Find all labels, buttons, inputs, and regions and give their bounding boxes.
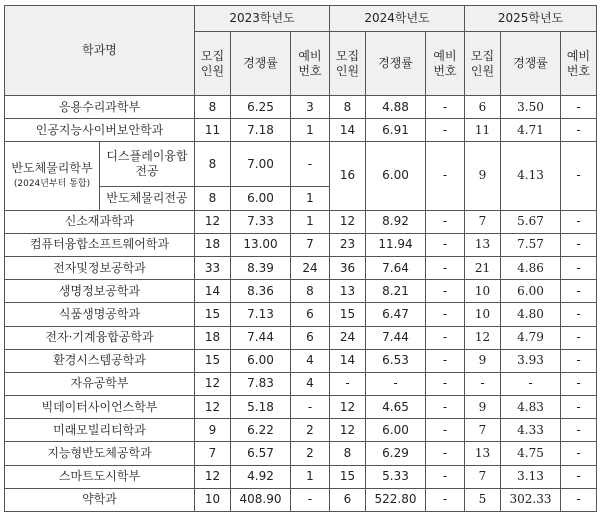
dept-name-semi (5, 142, 100, 210)
dept-name: 환경시스템공학과 (5, 349, 195, 372)
header-year-2024: 2024학년도 (330, 6, 465, 32)
cell-y25-waitlist: - (561, 280, 597, 303)
table-row (5, 442, 597, 465)
header-sub-2024-count: 모집 인원 (330, 32, 366, 96)
cell-y24-waitlist: - (426, 256, 465, 279)
cell-y24-rate: 5.33 (366, 465, 426, 488)
cell-y25-count: 13 (465, 233, 501, 256)
cell-y25-rate: 4.80 (501, 303, 561, 326)
cell-y25-count: 6 (465, 96, 501, 119)
dept-name: 전자·기계융합공학과 (5, 326, 195, 349)
cell-y23-waitlist: - (291, 396, 330, 419)
cell-y24-count: 24 (330, 326, 366, 349)
dept-name: 약학과 (5, 488, 195, 511)
table-row (5, 119, 597, 142)
cell-y25-waitlist: - (561, 419, 597, 442)
table-row (5, 326, 597, 349)
cell-y23-waitlist: 6 (291, 303, 330, 326)
cell-y23-waitlist: - (291, 142, 330, 187)
cell-y24-rate: 6.47 (366, 303, 426, 326)
cell-y23-count: 8 (195, 187, 231, 210)
cell-y24-rate: 8.92 (366, 210, 426, 233)
cell-y24-rate: 4.88 (366, 96, 426, 119)
cell-y24-waitlist: - (426, 119, 465, 142)
cell-y24-waitlist: - (426, 465, 465, 488)
header-sub-2025-waitlist: 예비 번호 (561, 32, 597, 96)
cell-y23-count: 11 (195, 119, 231, 142)
dept-name: 식품생명공학과 (5, 303, 195, 326)
cell-y23-rate: 13.00 (231, 233, 291, 256)
table-row (5, 96, 597, 119)
cell-y23-count: 10 (195, 488, 231, 511)
cell-y24-count: 12 (330, 396, 366, 419)
cell-y23-waitlist: 7 (291, 233, 330, 256)
cell-y24-count: 14 (330, 349, 366, 372)
header-sub-2025-rate: 경쟁률 (501, 32, 561, 96)
cell-y24-count: 15 (330, 303, 366, 326)
cell-y25-count: 7 (465, 210, 501, 233)
header-dept: 학과명 (5, 6, 195, 96)
cell-y25-count: 10 (465, 303, 501, 326)
cell-y23-waitlist: 2 (291, 419, 330, 442)
cell-y24-count: 8 (330, 442, 366, 465)
cell-y24-count: 16 (330, 142, 366, 210)
cell-y25-rate: 4.83 (501, 396, 561, 419)
cell-y25-waitlist: - (561, 396, 597, 419)
cell-y24-rate: - (366, 372, 426, 395)
header-sub-2024-rate: 경쟁률 (366, 32, 426, 96)
cell-y23-rate: 7.83 (231, 372, 291, 395)
dept-name: 지능형반도체공학과 (5, 442, 195, 465)
dept-name: 자유공학부 (5, 372, 195, 395)
cell-y25-rate: 7.57 (501, 233, 561, 256)
cell-y25-count: 5 (465, 488, 501, 511)
header-sub-2023-count: 모집 인원 (195, 32, 231, 96)
cell-y25-rate: 4.79 (501, 326, 561, 349)
cell-y23-rate: 7.13 (231, 303, 291, 326)
cell-y23-waitlist: 1 (291, 119, 330, 142)
cell-y25-count: 9 (465, 349, 501, 372)
dept-name: 스마트도시학부 (5, 465, 195, 488)
header-year-2023: 2023학년도 (195, 6, 330, 32)
header-sub-2023-rate: 경쟁률 (231, 32, 291, 96)
cell-y23-waitlist: 1 (291, 210, 330, 233)
cell-y25-rate: 3.93 (501, 349, 561, 372)
cell-y24-waitlist: - (426, 210, 465, 233)
cell-y23-waitlist: - (291, 488, 330, 511)
cell-y25-waitlist: - (561, 210, 597, 233)
cell-y24-rate: 4.65 (366, 396, 426, 419)
cell-y23-rate: 408.90 (231, 488, 291, 511)
cell-y25-count: 9 (465, 142, 501, 210)
cell-y24-count: 12 (330, 419, 366, 442)
cell-y24-rate: 7.64 (366, 256, 426, 279)
cell-y25-waitlist: - (561, 142, 597, 210)
cell-y23-count: 18 (195, 326, 231, 349)
cell-y23-rate: 7.44 (231, 326, 291, 349)
cell-y25-rate: 4.75 (501, 442, 561, 465)
cell-y24-rate: 522.80 (366, 488, 426, 511)
cell-y24-waitlist: - (426, 419, 465, 442)
cell-y23-count: 12 (195, 210, 231, 233)
cell-y25-rate: 3.13 (501, 465, 561, 488)
dept-name: 미래모빌리티학과 (5, 419, 195, 442)
cell-y23-rate: 6.22 (231, 419, 291, 442)
cell-y24-waitlist: - (426, 233, 465, 256)
cell-y25-count: 21 (465, 256, 501, 279)
cell-y23-count: 9 (195, 419, 231, 442)
cell-y25-rate: 302.33 (501, 488, 561, 511)
cell-y24-waitlist: - (426, 326, 465, 349)
cell-y24-rate: 6.00 (366, 419, 426, 442)
cell-y24-count: 23 (330, 233, 366, 256)
table-row (5, 372, 597, 395)
table-row (5, 488, 597, 511)
cell-y25-count: 13 (465, 442, 501, 465)
cell-y25-count: 7 (465, 465, 501, 488)
dept-name: 반도체물리학부 (11, 161, 93, 176)
cell-y23-rate: 8.39 (231, 256, 291, 279)
cell-y23-waitlist: 1 (291, 187, 330, 210)
cell-y23-rate: 4.92 (231, 465, 291, 488)
cell-y24-waitlist: - (426, 442, 465, 465)
cell-y23-rate: 6.25 (231, 96, 291, 119)
dept-name: 빅데이터사이언스학부 (5, 396, 195, 419)
sub-major-name: 반도체물리전공 (100, 187, 195, 210)
cell-y23-rate: 7.00 (231, 142, 291, 187)
cell-y24-rate: 7.44 (366, 326, 426, 349)
cell-y23-count: 15 (195, 349, 231, 372)
cell-y24-count: 14 (330, 119, 366, 142)
table-row (5, 303, 597, 326)
cell-y24-count: 36 (330, 256, 366, 279)
cell-y24-rate: 8.21 (366, 280, 426, 303)
cell-y25-rate: 3.50 (501, 96, 561, 119)
cell-y23-waitlist: 3 (291, 96, 330, 119)
table-row (5, 419, 597, 442)
cell-y25-rate: 4.71 (501, 119, 561, 142)
cell-y24-rate: 6.29 (366, 442, 426, 465)
sub-major-name: 디스플레이융합 전공 (100, 142, 195, 187)
cell-y25-waitlist: - (561, 96, 597, 119)
cell-y24-waitlist: - (426, 372, 465, 395)
dept-name: 신소재과학과 (5, 210, 195, 233)
cell-y23-waitlist: 4 (291, 349, 330, 372)
cell-y24-count: 15 (330, 465, 366, 488)
cell-y25-rate: - (501, 372, 561, 395)
cell-y23-rate: 6.00 (231, 349, 291, 372)
cell-y25-count: 7 (465, 419, 501, 442)
cell-y24-rate: 6.53 (366, 349, 426, 372)
cell-y24-rate: 11.94 (366, 233, 426, 256)
cell-y23-count: 15 (195, 303, 231, 326)
cell-y24-rate: 6.91 (366, 119, 426, 142)
cell-y24-count: 13 (330, 280, 366, 303)
cell-y24-waitlist: - (426, 96, 465, 119)
cell-y25-count: 12 (465, 326, 501, 349)
cell-y25-waitlist: - (561, 465, 597, 488)
table-row (5, 396, 597, 419)
header-sub-2024-waitlist: 예비 번호 (426, 32, 465, 96)
cell-y25-waitlist: - (561, 326, 597, 349)
cell-y23-count: 8 (195, 142, 231, 187)
dept-name: 컴퓨터융합소프트웨어학과 (5, 233, 195, 256)
header-sub-2025-count: 모집 인원 (465, 32, 501, 96)
cell-y24-count: 6 (330, 488, 366, 511)
cell-y25-waitlist: - (561, 372, 597, 395)
cell-y25-rate: 4.86 (501, 256, 561, 279)
cell-y23-count: 12 (195, 396, 231, 419)
table-row (5, 349, 597, 372)
table-row (5, 233, 597, 256)
cell-y25-waitlist: - (561, 233, 597, 256)
table-row (5, 210, 597, 233)
cell-y23-waitlist: 2 (291, 442, 330, 465)
dept-name: 생명정보공학과 (5, 280, 195, 303)
cell-y24-count: 8 (330, 96, 366, 119)
cell-y25-waitlist: - (561, 442, 597, 465)
dept-note: (2024년부터 통합) (13, 179, 91, 190)
header-sub-2023-waitlist: 예비 번호 (291, 32, 330, 96)
cell-y24-waitlist: - (426, 280, 465, 303)
cell-y25-rate: 4.33 (501, 419, 561, 442)
cell-y25-waitlist: - (561, 349, 597, 372)
cell-y25-count: 11 (465, 119, 501, 142)
cell-y24-waitlist: - (426, 349, 465, 372)
table-row (5, 142, 597, 187)
admission-table (4, 5, 597, 512)
cell-y24-count: - (330, 372, 366, 395)
cell-y23-rate: 7.33 (231, 210, 291, 233)
cell-y23-waitlist: 8 (291, 280, 330, 303)
dept-name: 인공지능사이버보안학과 (5, 119, 195, 142)
cell-y23-count: 8 (195, 96, 231, 119)
cell-y23-waitlist: 4 (291, 372, 330, 395)
cell-y25-count: 10 (465, 280, 501, 303)
cell-y23-waitlist: 1 (291, 465, 330, 488)
cell-y25-rate: 4.13 (501, 142, 561, 210)
cell-y25-count: - (465, 372, 501, 395)
cell-y23-rate: 6.57 (231, 442, 291, 465)
cell-y25-waitlist: - (561, 256, 597, 279)
cell-y24-count: 12 (330, 210, 366, 233)
cell-y24-waitlist: - (426, 396, 465, 419)
cell-y23-count: 12 (195, 372, 231, 395)
cell-y23-count: 14 (195, 280, 231, 303)
cell-y23-count: 18 (195, 233, 231, 256)
table-row (5, 280, 597, 303)
header-year-2025: 2025학년도 (465, 6, 597, 32)
cell-y23-count: 12 (195, 465, 231, 488)
cell-y23-count: 7 (195, 442, 231, 465)
cell-y23-waitlist: 6 (291, 326, 330, 349)
cell-y24-waitlist: - (426, 488, 465, 511)
dept-name: 응용수리과학부 (5, 96, 195, 119)
cell-y25-rate: 6.00 (501, 280, 561, 303)
cell-y23-rate: 5.18 (231, 396, 291, 419)
cell-y23-rate: 6.00 (231, 187, 291, 210)
cell-y23-waitlist: 24 (291, 256, 330, 279)
cell-y25-rate: 5.67 (501, 210, 561, 233)
dept-name: 전자및정보공학과 (5, 256, 195, 279)
cell-y25-waitlist: - (561, 119, 597, 142)
cell-y23-rate: 8.36 (231, 280, 291, 303)
cell-y23-count: 33 (195, 256, 231, 279)
cell-y25-count: 9 (465, 396, 501, 419)
cell-y24-waitlist: - (426, 303, 465, 326)
cell-y25-waitlist: - (561, 303, 597, 326)
table-row (5, 465, 597, 488)
table-row (5, 256, 597, 279)
cell-y24-rate: 6.00 (366, 142, 426, 210)
cell-y25-waitlist: - (561, 488, 597, 511)
cell-y23-rate: 7.18 (231, 119, 291, 142)
cell-y24-waitlist: - (426, 142, 465, 210)
